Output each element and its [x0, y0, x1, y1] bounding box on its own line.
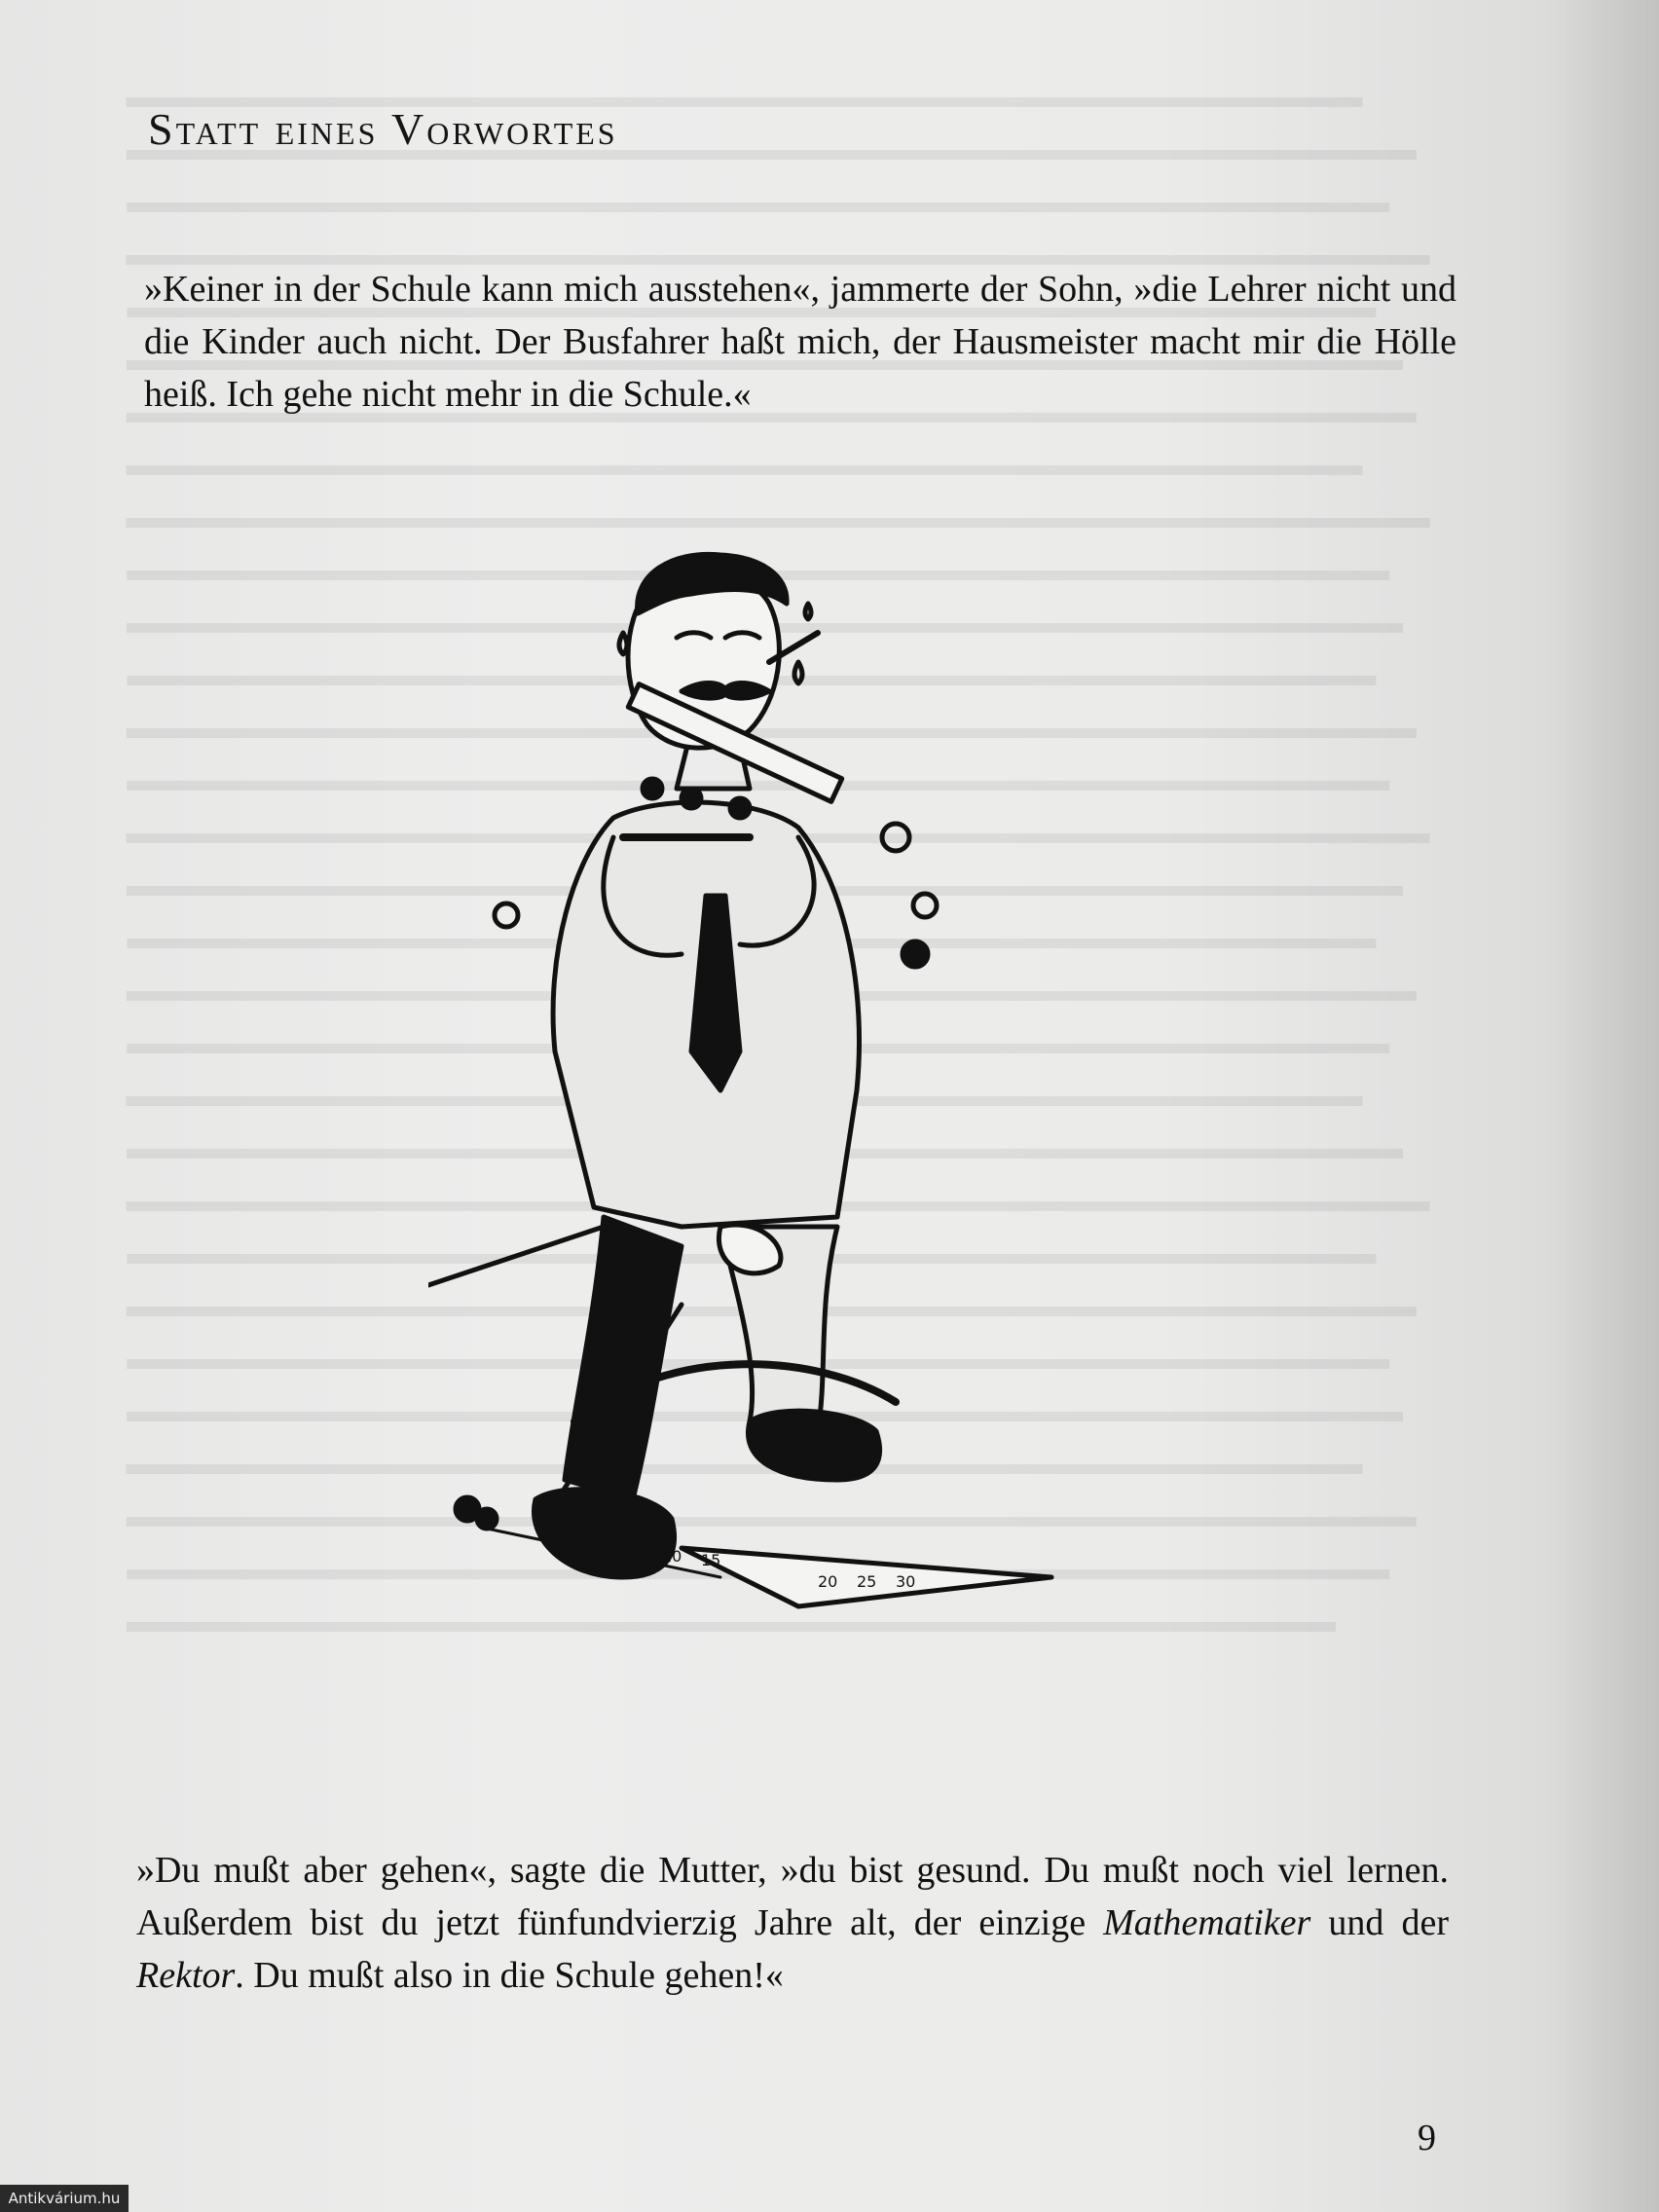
paragraph-mother: [136, 1844, 1449, 2002]
ruler-label: 10: [662, 1547, 682, 1566]
page-shadow: [1542, 0, 1659, 2212]
emphasis-rektor: Rektor: [136, 1955, 236, 1996]
ruler-label: 15: [701, 1551, 721, 1569]
cartoon-shoe-right: [748, 1411, 879, 1480]
paragraph-mother-part2: und der: [1310, 1902, 1449, 1943]
paragraph-mother-part3: . Du mußt also in die Schule gehen!«: [235, 1955, 784, 1996]
ruler-label: 5: [623, 1543, 634, 1562]
ruler-label: 25: [857, 1572, 877, 1591]
paragraph-mother-part1: »Du mußt aber gehen«, sagte die Mutter, »du bist gesund. Du mußt noch viel lernen. Außerdem bist du jetzt fünfundvierzig Jahre alt, der einzige: [136, 1850, 1449, 1943]
page-number: 9: [1418, 2118, 1436, 2158]
emphasis-mathematiker: Mathematiker: [1103, 1902, 1311, 1943]
watermark: Antikvárium.hu: [0, 2185, 129, 2212]
chapter-heading: Statt eines Vorwortes: [148, 104, 618, 154]
ruler-label: 30: [896, 1572, 916, 1591]
paragraph-son: »Keiner in der Schule kann mich ausstehen«, jammerte der Sohn, »die Lehrer nicht und die Kinder auch nicht. Der Busfahrer haßt mich, der Hausmeister macht mir die Hölle heiß. Ich gehe nicht mehr in die Schule.«: [144, 269, 1456, 415]
cartoon-illustration: [428, 545, 1227, 1714]
ruler-label: 20: [818, 1572, 838, 1591]
